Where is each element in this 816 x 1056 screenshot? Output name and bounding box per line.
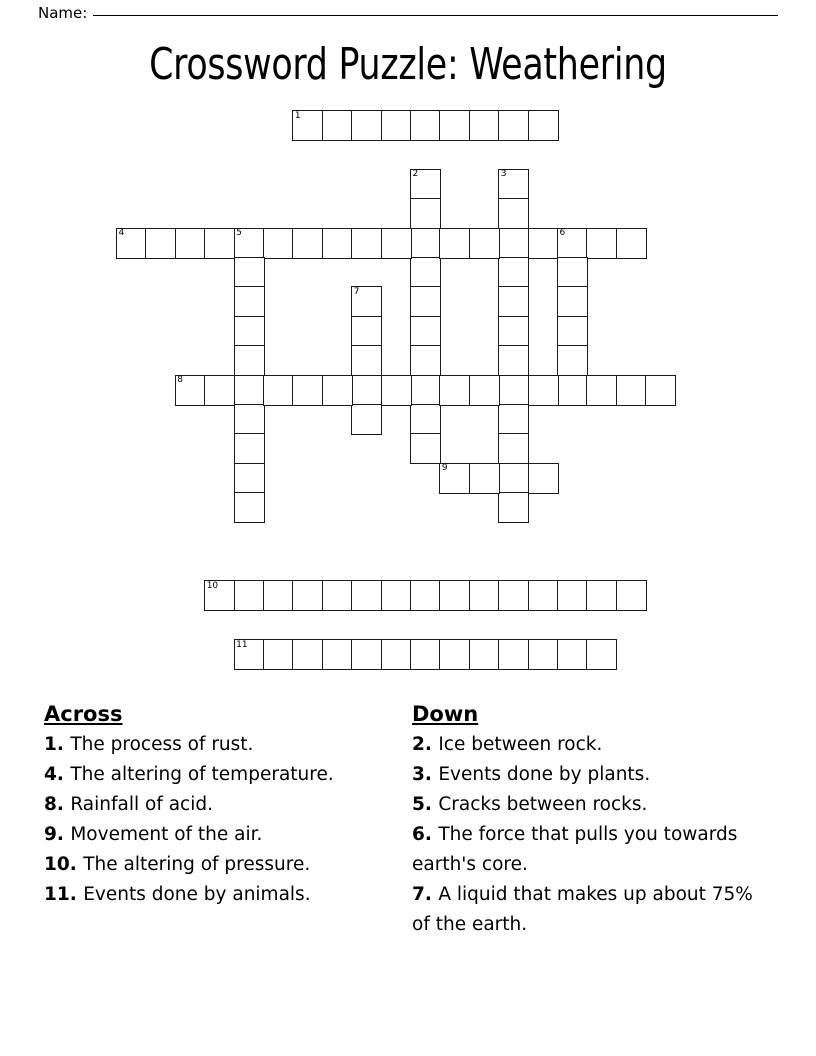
crossword-cell[interactable] bbox=[204, 375, 235, 406]
crossword-cell[interactable] bbox=[439, 639, 470, 670]
crossword-cell[interactable] bbox=[498, 580, 529, 611]
crossword-cell[interactable] bbox=[234, 492, 265, 523]
clue-item bbox=[44, 850, 399, 880]
crossword-cell[interactable] bbox=[351, 286, 382, 317]
crossword-cell[interactable] bbox=[234, 345, 265, 376]
crossword-cell[interactable] bbox=[322, 639, 353, 670]
crossword-cell[interactable] bbox=[351, 345, 382, 376]
crossword-cell[interactable] bbox=[322, 110, 353, 141]
crossword-cell[interactable] bbox=[469, 375, 500, 406]
crossword-cell[interactable] bbox=[528, 580, 559, 611]
across-clues-column bbox=[44, 700, 409, 940]
clue-item bbox=[44, 790, 399, 820]
crossword-cell[interactable] bbox=[498, 404, 529, 435]
crossword-cell[interactable] bbox=[381, 110, 412, 141]
crossword-cell[interactable] bbox=[234, 228, 265, 259]
crossword-cell[interactable] bbox=[498, 375, 529, 406]
crossword-cell[interactable] bbox=[410, 286, 441, 317]
cell-number: 6 bbox=[559, 228, 566, 239]
crossword-cell[interactable] bbox=[292, 375, 323, 406]
crossword-cell[interactable] bbox=[381, 580, 412, 611]
crossword-cell[interactable] bbox=[234, 404, 265, 435]
clue-number: 5. bbox=[412, 794, 439, 815]
crossword-cell[interactable] bbox=[351, 375, 382, 406]
crossword-cell[interactable] bbox=[234, 286, 265, 317]
crossword-cell[interactable] bbox=[381, 639, 412, 670]
clue-text: Events done by plants. bbox=[438, 764, 651, 785]
crossword-cell[interactable] bbox=[381, 228, 412, 259]
clue-text: The force that pulls you towards earth's core. bbox=[412, 824, 738, 875]
crossword-cell[interactable] bbox=[498, 286, 529, 317]
crossword-cell[interactable] bbox=[322, 580, 353, 611]
crossword-cell[interactable] bbox=[586, 228, 617, 259]
crossword-cell[interactable] bbox=[234, 375, 265, 406]
crossword-cell[interactable] bbox=[410, 228, 441, 259]
crossword-cell[interactable] bbox=[292, 228, 323, 259]
crossword-cell[interactable] bbox=[234, 433, 265, 464]
crossword-cell[interactable] bbox=[469, 580, 500, 611]
crossword-cell[interactable] bbox=[498, 169, 529, 200]
crossword-cell[interactable] bbox=[410, 580, 441, 611]
clue-item bbox=[44, 880, 399, 910]
name-label: Name: bbox=[38, 4, 88, 22]
crossword-cell[interactable] bbox=[498, 433, 529, 464]
clue-item bbox=[412, 820, 764, 880]
crossword-cell[interactable] bbox=[410, 639, 441, 670]
crossword-cell[interactable] bbox=[439, 580, 470, 611]
crossword-cell[interactable] bbox=[645, 375, 676, 406]
crossword-cell[interactable] bbox=[263, 228, 294, 259]
crossword-cell[interactable] bbox=[528, 228, 559, 259]
clue-text: The altering of pressure. bbox=[83, 854, 311, 875]
crossword-cell[interactable] bbox=[322, 228, 353, 259]
clue-item bbox=[412, 760, 764, 790]
clue-number: 3. bbox=[412, 764, 439, 785]
crossword-cell[interactable] bbox=[557, 580, 588, 611]
clue-number: 4. bbox=[44, 764, 71, 785]
clue-text: Cracks between rocks. bbox=[438, 794, 648, 815]
crossword-cell[interactable] bbox=[439, 375, 470, 406]
clue-item bbox=[44, 730, 399, 760]
cell-number: 8 bbox=[177, 375, 184, 386]
crossword-cell[interactable] bbox=[498, 316, 529, 347]
crossword-cell[interactable] bbox=[439, 228, 470, 259]
down-heading: Down bbox=[412, 702, 479, 726]
crossword-cell[interactable] bbox=[498, 492, 529, 523]
clue-text: The altering of temperature. bbox=[70, 764, 334, 785]
clue-text: The process of rust. bbox=[70, 734, 254, 755]
crossword-cell[interactable] bbox=[351, 404, 382, 435]
clue-item bbox=[412, 730, 764, 760]
cell-number: 4 bbox=[118, 228, 125, 239]
crossword-cell[interactable] bbox=[586, 580, 617, 611]
name-write-line[interactable] bbox=[93, 15, 778, 16]
crossword-cell[interactable] bbox=[351, 228, 382, 259]
crossword-cell[interactable] bbox=[410, 110, 441, 141]
clues-section bbox=[44, 700, 774, 940]
down-clues-column bbox=[409, 700, 774, 940]
crossword-cell[interactable] bbox=[410, 316, 441, 347]
crossword-cell[interactable] bbox=[469, 639, 500, 670]
crossword-cell[interactable] bbox=[263, 375, 294, 406]
crossword-cell[interactable] bbox=[557, 639, 588, 670]
crossword-cell[interactable] bbox=[557, 316, 588, 347]
crossword-cell[interactable] bbox=[292, 639, 323, 670]
clue-text: Movement of the air. bbox=[70, 824, 263, 845]
crossword-cell[interactable] bbox=[351, 316, 382, 347]
crossword-cell[interactable] bbox=[469, 228, 500, 259]
crossword-cell[interactable] bbox=[410, 169, 441, 200]
name-field-row bbox=[38, 4, 778, 22]
clue-number: 8. bbox=[44, 794, 71, 815]
crossword-cell[interactable] bbox=[410, 404, 441, 435]
clue-item bbox=[44, 760, 399, 790]
crossword-cell[interactable] bbox=[381, 375, 412, 406]
cell-number: 11 bbox=[236, 639, 248, 650]
crossword-cell[interactable] bbox=[528, 463, 559, 494]
crossword-cell[interactable] bbox=[498, 639, 529, 670]
crossword-cell[interactable] bbox=[410, 257, 441, 288]
crossword-cell[interactable] bbox=[469, 110, 500, 141]
crossword-cell[interactable] bbox=[557, 228, 588, 259]
crossword-cell[interactable] bbox=[498, 110, 529, 141]
cell-number: 10 bbox=[206, 580, 219, 591]
crossword-cell[interactable] bbox=[557, 286, 588, 317]
crossword-cell[interactable] bbox=[557, 345, 588, 376]
crossword-cell[interactable] bbox=[410, 433, 441, 464]
crossword-cell[interactable] bbox=[410, 198, 441, 229]
crossword-cell[interactable] bbox=[616, 580, 647, 611]
crossword-cell[interactable] bbox=[175, 375, 206, 406]
crossword-cell[interactable] bbox=[292, 110, 323, 141]
clue-number: 11. bbox=[44, 884, 84, 905]
cell-number: 5 bbox=[236, 228, 242, 239]
crossword-cell[interactable] bbox=[175, 228, 206, 259]
crossword-cell[interactable] bbox=[351, 580, 382, 611]
crossword-cell[interactable] bbox=[439, 463, 470, 494]
clue-number: 7. bbox=[412, 884, 439, 905]
crossword-cell[interactable] bbox=[263, 639, 294, 670]
crossword-cell[interactable] bbox=[351, 639, 382, 670]
clue-text: Events done by animals. bbox=[83, 884, 311, 905]
clue-text: A liquid that makes up about 75% of the earth. bbox=[412, 884, 753, 935]
across-clue-list bbox=[44, 730, 399, 910]
clue-item bbox=[412, 790, 764, 820]
crossword-cell[interactable] bbox=[528, 375, 559, 406]
clue-item bbox=[412, 880, 764, 940]
across-heading: Across bbox=[44, 702, 123, 726]
cell-number: 3 bbox=[500, 169, 507, 180]
crossword-cell[interactable] bbox=[351, 110, 382, 141]
crossword-cell[interactable] bbox=[557, 257, 588, 288]
crossword-cell[interactable] bbox=[528, 110, 559, 141]
cell-number: 2 bbox=[412, 169, 419, 180]
clue-number: 9. bbox=[44, 824, 71, 845]
crossword-cell[interactable] bbox=[498, 345, 529, 376]
crossword-cell[interactable] bbox=[322, 375, 353, 406]
clue-number: 10. bbox=[44, 854, 84, 875]
crossword-cell[interactable] bbox=[263, 580, 294, 611]
clue-item bbox=[44, 820, 399, 850]
crossword-cell[interactable] bbox=[616, 375, 647, 406]
clue-text: Ice between rock. bbox=[438, 734, 603, 755]
crossword-cell[interactable] bbox=[204, 228, 235, 259]
crossword-cell[interactable] bbox=[616, 228, 647, 259]
cell-number: 9 bbox=[441, 463, 448, 474]
clue-text: Rainfall of acid. bbox=[70, 794, 213, 815]
crossword-cell[interactable] bbox=[498, 228, 529, 259]
crossword-cell[interactable] bbox=[557, 375, 588, 406]
crossword-cell[interactable] bbox=[469, 463, 500, 494]
crossword-grid bbox=[116, 110, 736, 710]
clue-number: 6. bbox=[412, 824, 439, 845]
crossword-cell[interactable] bbox=[498, 257, 529, 288]
crossword-cell[interactable] bbox=[528, 639, 559, 670]
crossword-cell[interactable] bbox=[586, 375, 617, 406]
crossword-cell[interactable] bbox=[145, 228, 176, 259]
crossword-cell[interactable] bbox=[234, 639, 265, 670]
crossword-cell[interactable] bbox=[439, 110, 470, 141]
crossword-cell[interactable] bbox=[586, 639, 617, 670]
crossword-cell[interactable] bbox=[204, 580, 235, 611]
crossword-cell[interactable] bbox=[234, 580, 265, 611]
down-clue-list bbox=[412, 730, 764, 940]
crossword-cell[interactable] bbox=[410, 345, 441, 376]
clue-number: 2. bbox=[412, 734, 439, 755]
crossword-cell[interactable] bbox=[234, 257, 265, 288]
crossword-cell[interactable] bbox=[116, 228, 147, 259]
page-title: Crossword Puzzle: Weathering bbox=[149, 39, 667, 90]
crossword-cell[interactable] bbox=[410, 375, 441, 406]
crossword-cell[interactable] bbox=[292, 580, 323, 611]
cell-number: 1 bbox=[294, 110, 301, 121]
clue-number: 1. bbox=[44, 734, 71, 755]
crossword-cell[interactable] bbox=[234, 316, 265, 347]
crossword-cell[interactable] bbox=[498, 198, 529, 229]
crossword-cell[interactable] bbox=[498, 463, 529, 494]
cell-number: 7 bbox=[353, 286, 360, 297]
crossword-cell[interactable] bbox=[234, 463, 265, 494]
